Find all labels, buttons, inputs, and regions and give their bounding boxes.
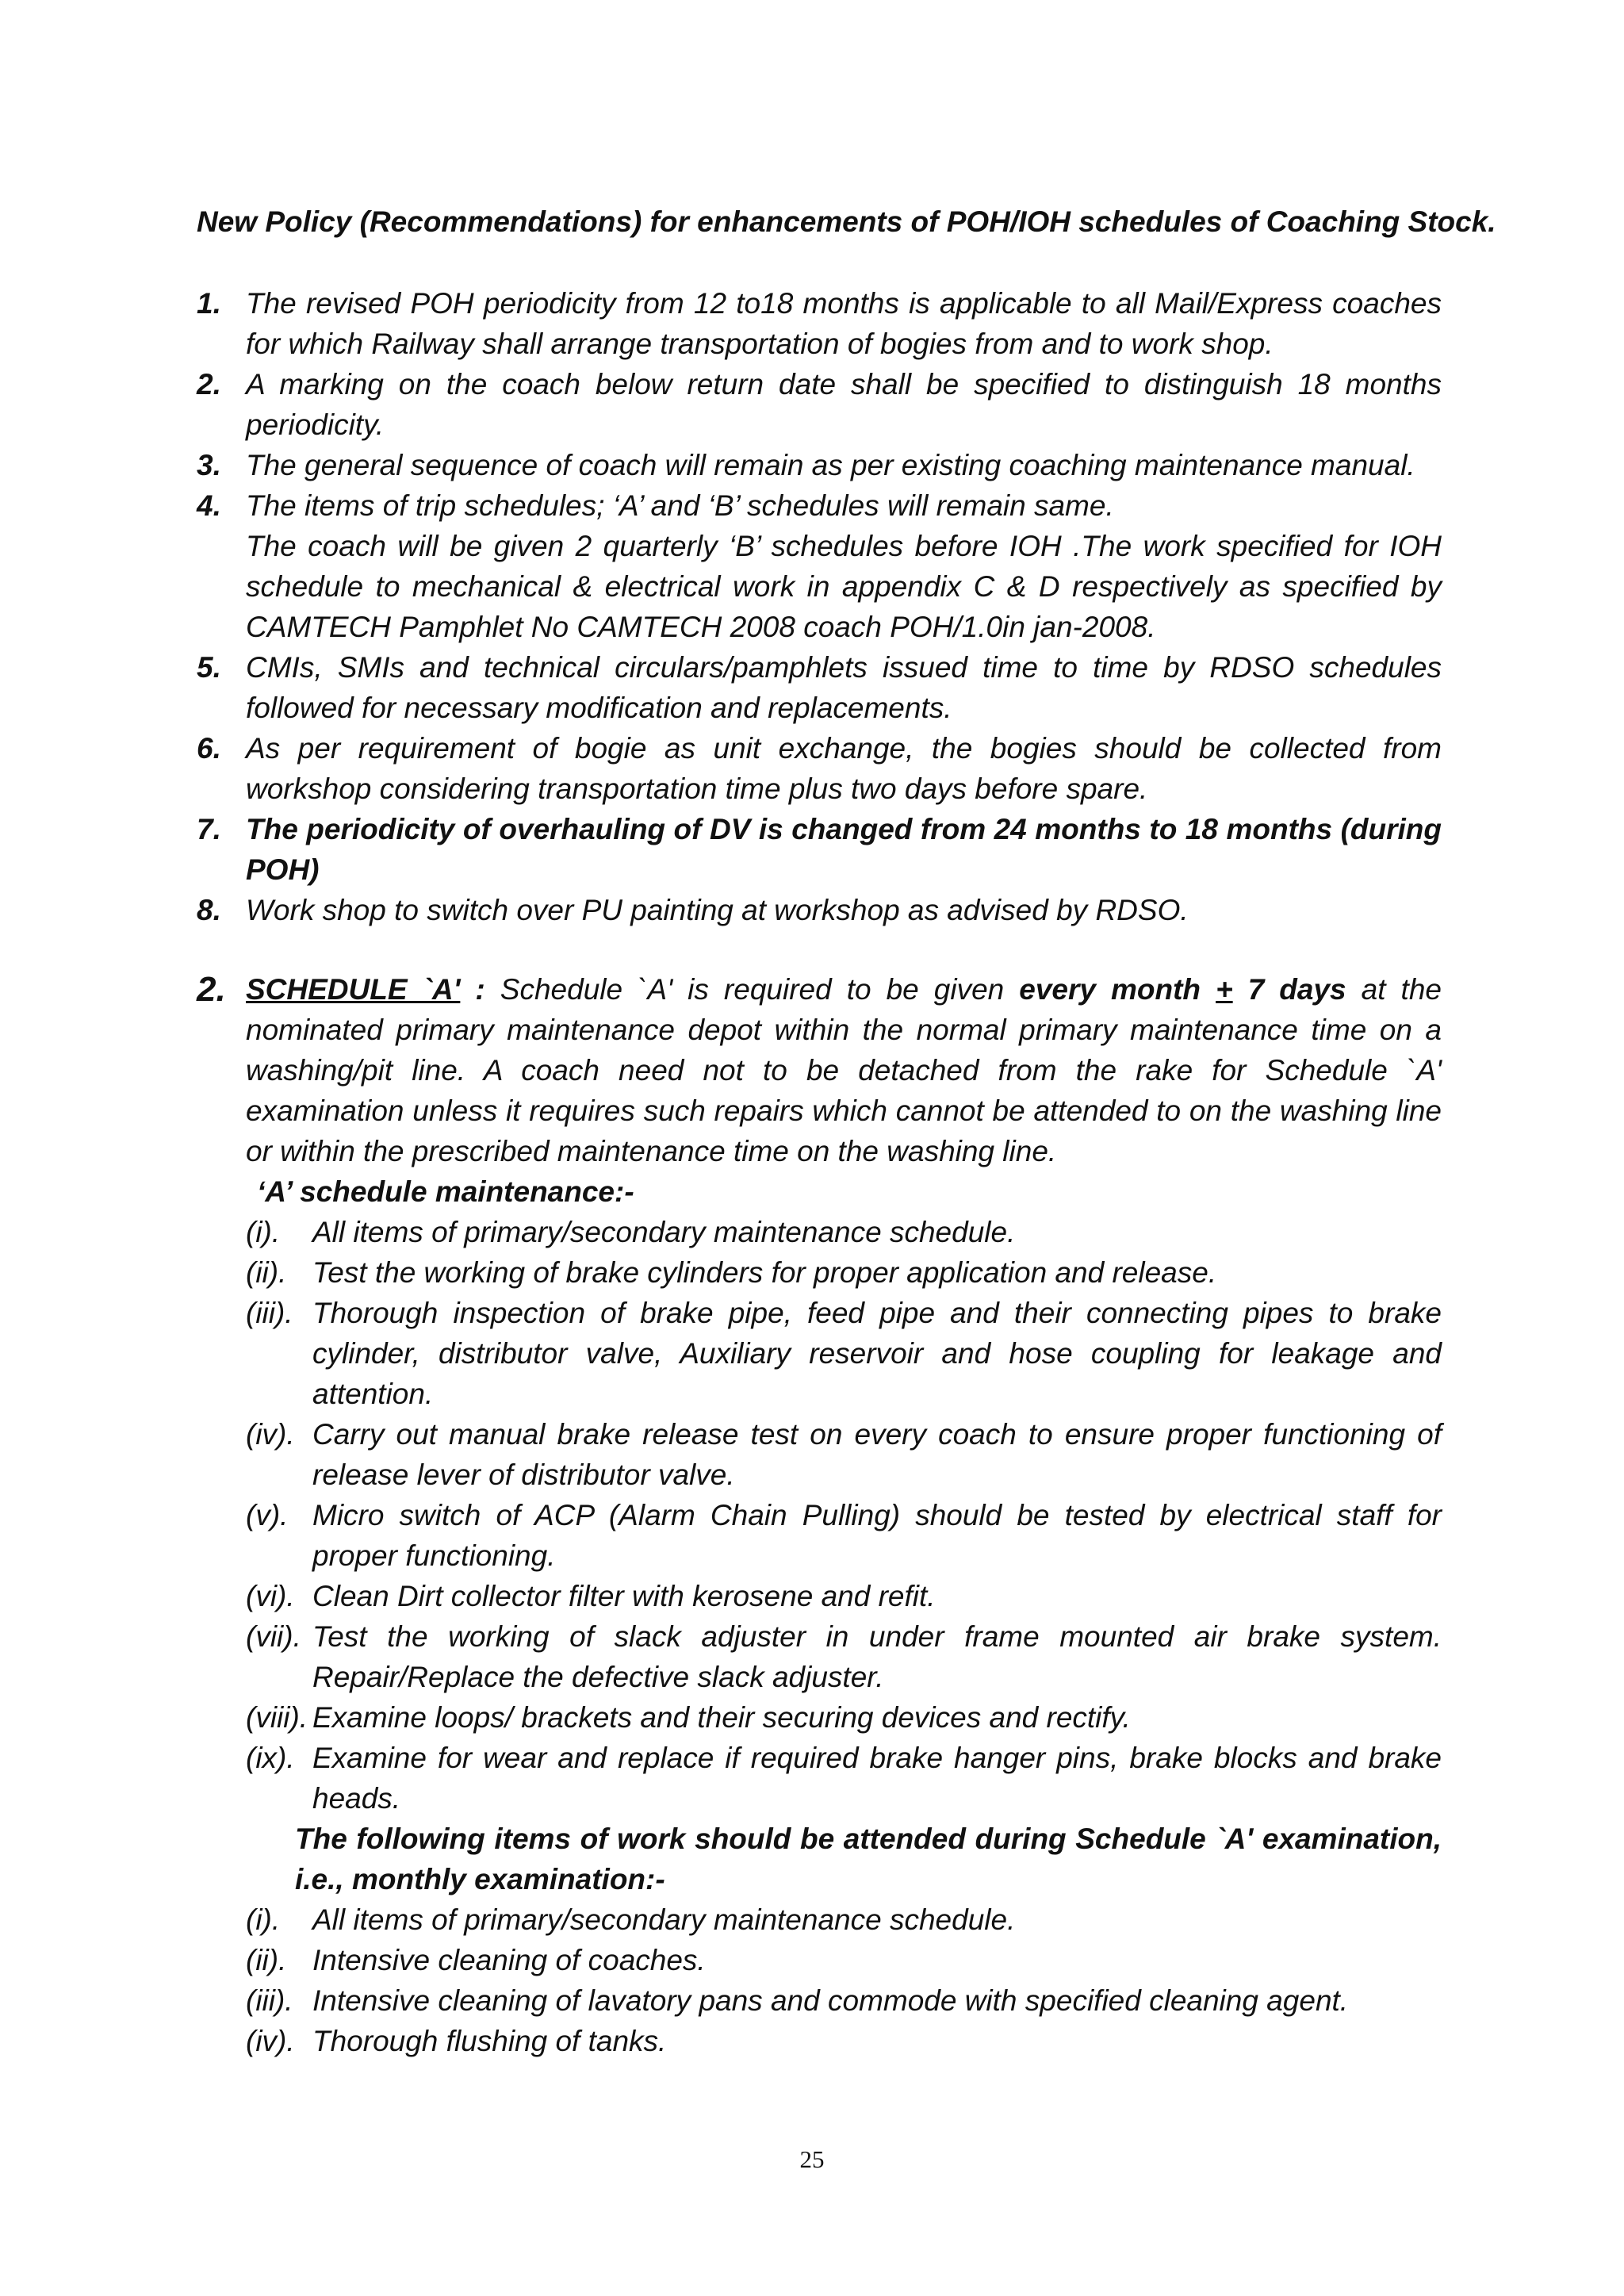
list-item — [197, 485, 1442, 647]
list-item — [197, 728, 1442, 809]
item-number: 2. — [197, 368, 221, 401]
item-text: A marking on the coach below return date shall be specified to distinguish 18 months periodicity. — [246, 368, 1442, 441]
item-text: Test the working of slack adjuster in under frame mounted air brake system. Repair/Replace the defective slack adjuster. — [312, 1620, 1442, 1693]
maintenance-list — [197, 1212, 1442, 1819]
list-item — [197, 890, 1442, 930]
item-text: Carry out manual brake release test on every coach to ensure proper functioning of release lever of distributor valve. — [312, 1418, 1442, 1491]
item-number: (viii). — [246, 1701, 308, 1734]
item-text: Thorough inspection of brake pipe, feed pipe and their connecting pipes to brake cylinder, distributor valve, Auxiliary reservoir and hose coupling for leakage and attention. — [312, 1297, 1442, 1410]
list-item — [246, 1899, 1442, 1940]
list-item — [246, 1414, 1442, 1495]
item-number: 1. — [197, 287, 221, 320]
item-text-continued: The coach will be given 2 quarterly ‘B’ schedules before IOH .The work specified for IOH schedule to mechanical & electrical work in appendix C & D respectively as specified by CAMTECH Pamphlet No CAMTECH 2008 coach POH/1.0in jan-2008. — [246, 530, 1442, 643]
list-item — [246, 1940, 1442, 1980]
list-item — [246, 1212, 1442, 1252]
item-text: Clean Dirt collector filter with kerosene and refit. — [312, 1580, 936, 1612]
item-text: All items of primary/secondary maintenance schedule. — [312, 1216, 1016, 1248]
item-number: (iii). — [246, 1297, 293, 1329]
monthly-list — [197, 1899, 1442, 2061]
list-item — [246, 2021, 1442, 2061]
item-text: Intensive cleaning of coaches. — [312, 1944, 706, 1976]
item-number: (i). — [246, 1216, 281, 1248]
intro-bold: every month — [1019, 973, 1216, 1006]
item-text: Work shop to switch over PU painting at workshop as advised by RDSO. — [246, 894, 1189, 926]
page-title: New Policy (Recommendations) for enhancements of POH/IOH schedules of Coaching Stock. — [197, 205, 1496, 238]
item-text: Test the working of brake cylinders for proper application and release. — [312, 1256, 1217, 1289]
item-text: CMIs, SMIs and technical circulars/pamphlets issued time to time by RDSO schedules followed for necessary modification and replacements. — [246, 651, 1442, 724]
item-number: (ii). — [246, 1256, 287, 1289]
item-number: (vii). — [246, 1620, 301, 1653]
item-number: 6. — [197, 732, 221, 765]
item-number: (vi). — [246, 1580, 295, 1612]
list-item — [197, 809, 1442, 890]
intro-text-rest: at the nominated primary maintenance depot within the normal primary maintenance time on a washing/pit line. A coach need not to be detached from the rake for Schedule `A' examination unless it requires such repairs which cannot be attended to on the washing line or within the prescribed maintenance time on the washing line. — [246, 973, 1442, 1167]
intro-text: Schedule `A' is required to be given — [485, 973, 1020, 1006]
item-text: Intensive cleaning of lavatory pans and commode with specified cleaning agent. — [312, 1984, 1349, 2017]
item-number: 8. — [197, 894, 221, 926]
list-item — [246, 1293, 1442, 1414]
item-text: The revised POH periodicity from 12 to18 months is applicable to all Mail/Express coaches for which Railway shall arrange transportation of bogies from and to work shop. — [246, 287, 1442, 360]
item-number: (ix). — [246, 1742, 295, 1774]
list-item — [197, 647, 1442, 728]
schedule-a-section — [197, 969, 1442, 2061]
item-number: 7. — [197, 813, 221, 845]
list-item — [246, 1616, 1442, 1697]
list-item — [246, 1495, 1442, 1576]
list-item — [197, 283, 1442, 364]
schedule-a-intro — [197, 969, 1442, 1171]
item-text: Micro switch of ACP (Alarm Chain Pulling) should be tested by electrical staff for proper functioning. — [312, 1499, 1442, 1572]
plus-minus: + — [1216, 973, 1233, 1006]
item-number: 3. — [197, 449, 221, 481]
item-text: The general sequence of coach will remain as per existing coaching maintenance manual. — [246, 449, 1415, 481]
list-item — [246, 1576, 1442, 1616]
list-item — [197, 445, 1442, 485]
maintenance-heading: ‘A’ schedule maintenance:- — [257, 1175, 634, 1208]
intro-bold-days: 7 days — [1232, 973, 1346, 1006]
item-number: (iii). — [246, 1984, 293, 2017]
item-number: 5. — [197, 651, 221, 684]
item-number: 4. — [197, 489, 221, 522]
section-number: 2. — [197, 970, 226, 1009]
list-item — [246, 1738, 1442, 1819]
list-item — [246, 1697, 1442, 1738]
list-item — [246, 1252, 1442, 1293]
section-heading: SCHEDULE `A' — [246, 973, 461, 1006]
item-number: (ii). — [246, 1944, 287, 1976]
item-text: As per requirement of bogie as unit exchange, the bogies should be collected from workshop considering transportation time plus two days before spare. — [246, 732, 1442, 805]
item-text: The items of trip schedules; ‘A’ and ‘B’ schedules will remain same. — [246, 489, 1114, 522]
item-number: (iv). — [246, 2025, 295, 2057]
item-text: All items of primary/secondary maintenance schedule. — [312, 1903, 1016, 1936]
item-text: Examine loops/ brackets and their securing devices and rectify. — [312, 1701, 1131, 1734]
item-text: Thorough flushing of tanks. — [312, 2025, 667, 2057]
list-item — [246, 1980, 1442, 2021]
heading-colon: : — [460, 973, 485, 1006]
item-number: (v). — [246, 1499, 289, 1531]
item-text: Examine for wear and replace if required brake hanger pins, brake blocks and brake heads. — [312, 1742, 1442, 1815]
list-item — [197, 364, 1442, 445]
item-number: (i). — [246, 1903, 281, 1936]
item-text: The periodicity of overhauling of DV is changed from 24 months to 18 months (during POH) — [246, 813, 1442, 886]
policy-list — [197, 283, 1442, 930]
item-number: (iv). — [246, 1418, 295, 1451]
monthly-heading: The following items of work should be attended during Schedule `A' examination, i.e., monthly examination:- — [295, 1823, 1442, 1895]
page-number: 25 — [799, 2145, 825, 2173]
